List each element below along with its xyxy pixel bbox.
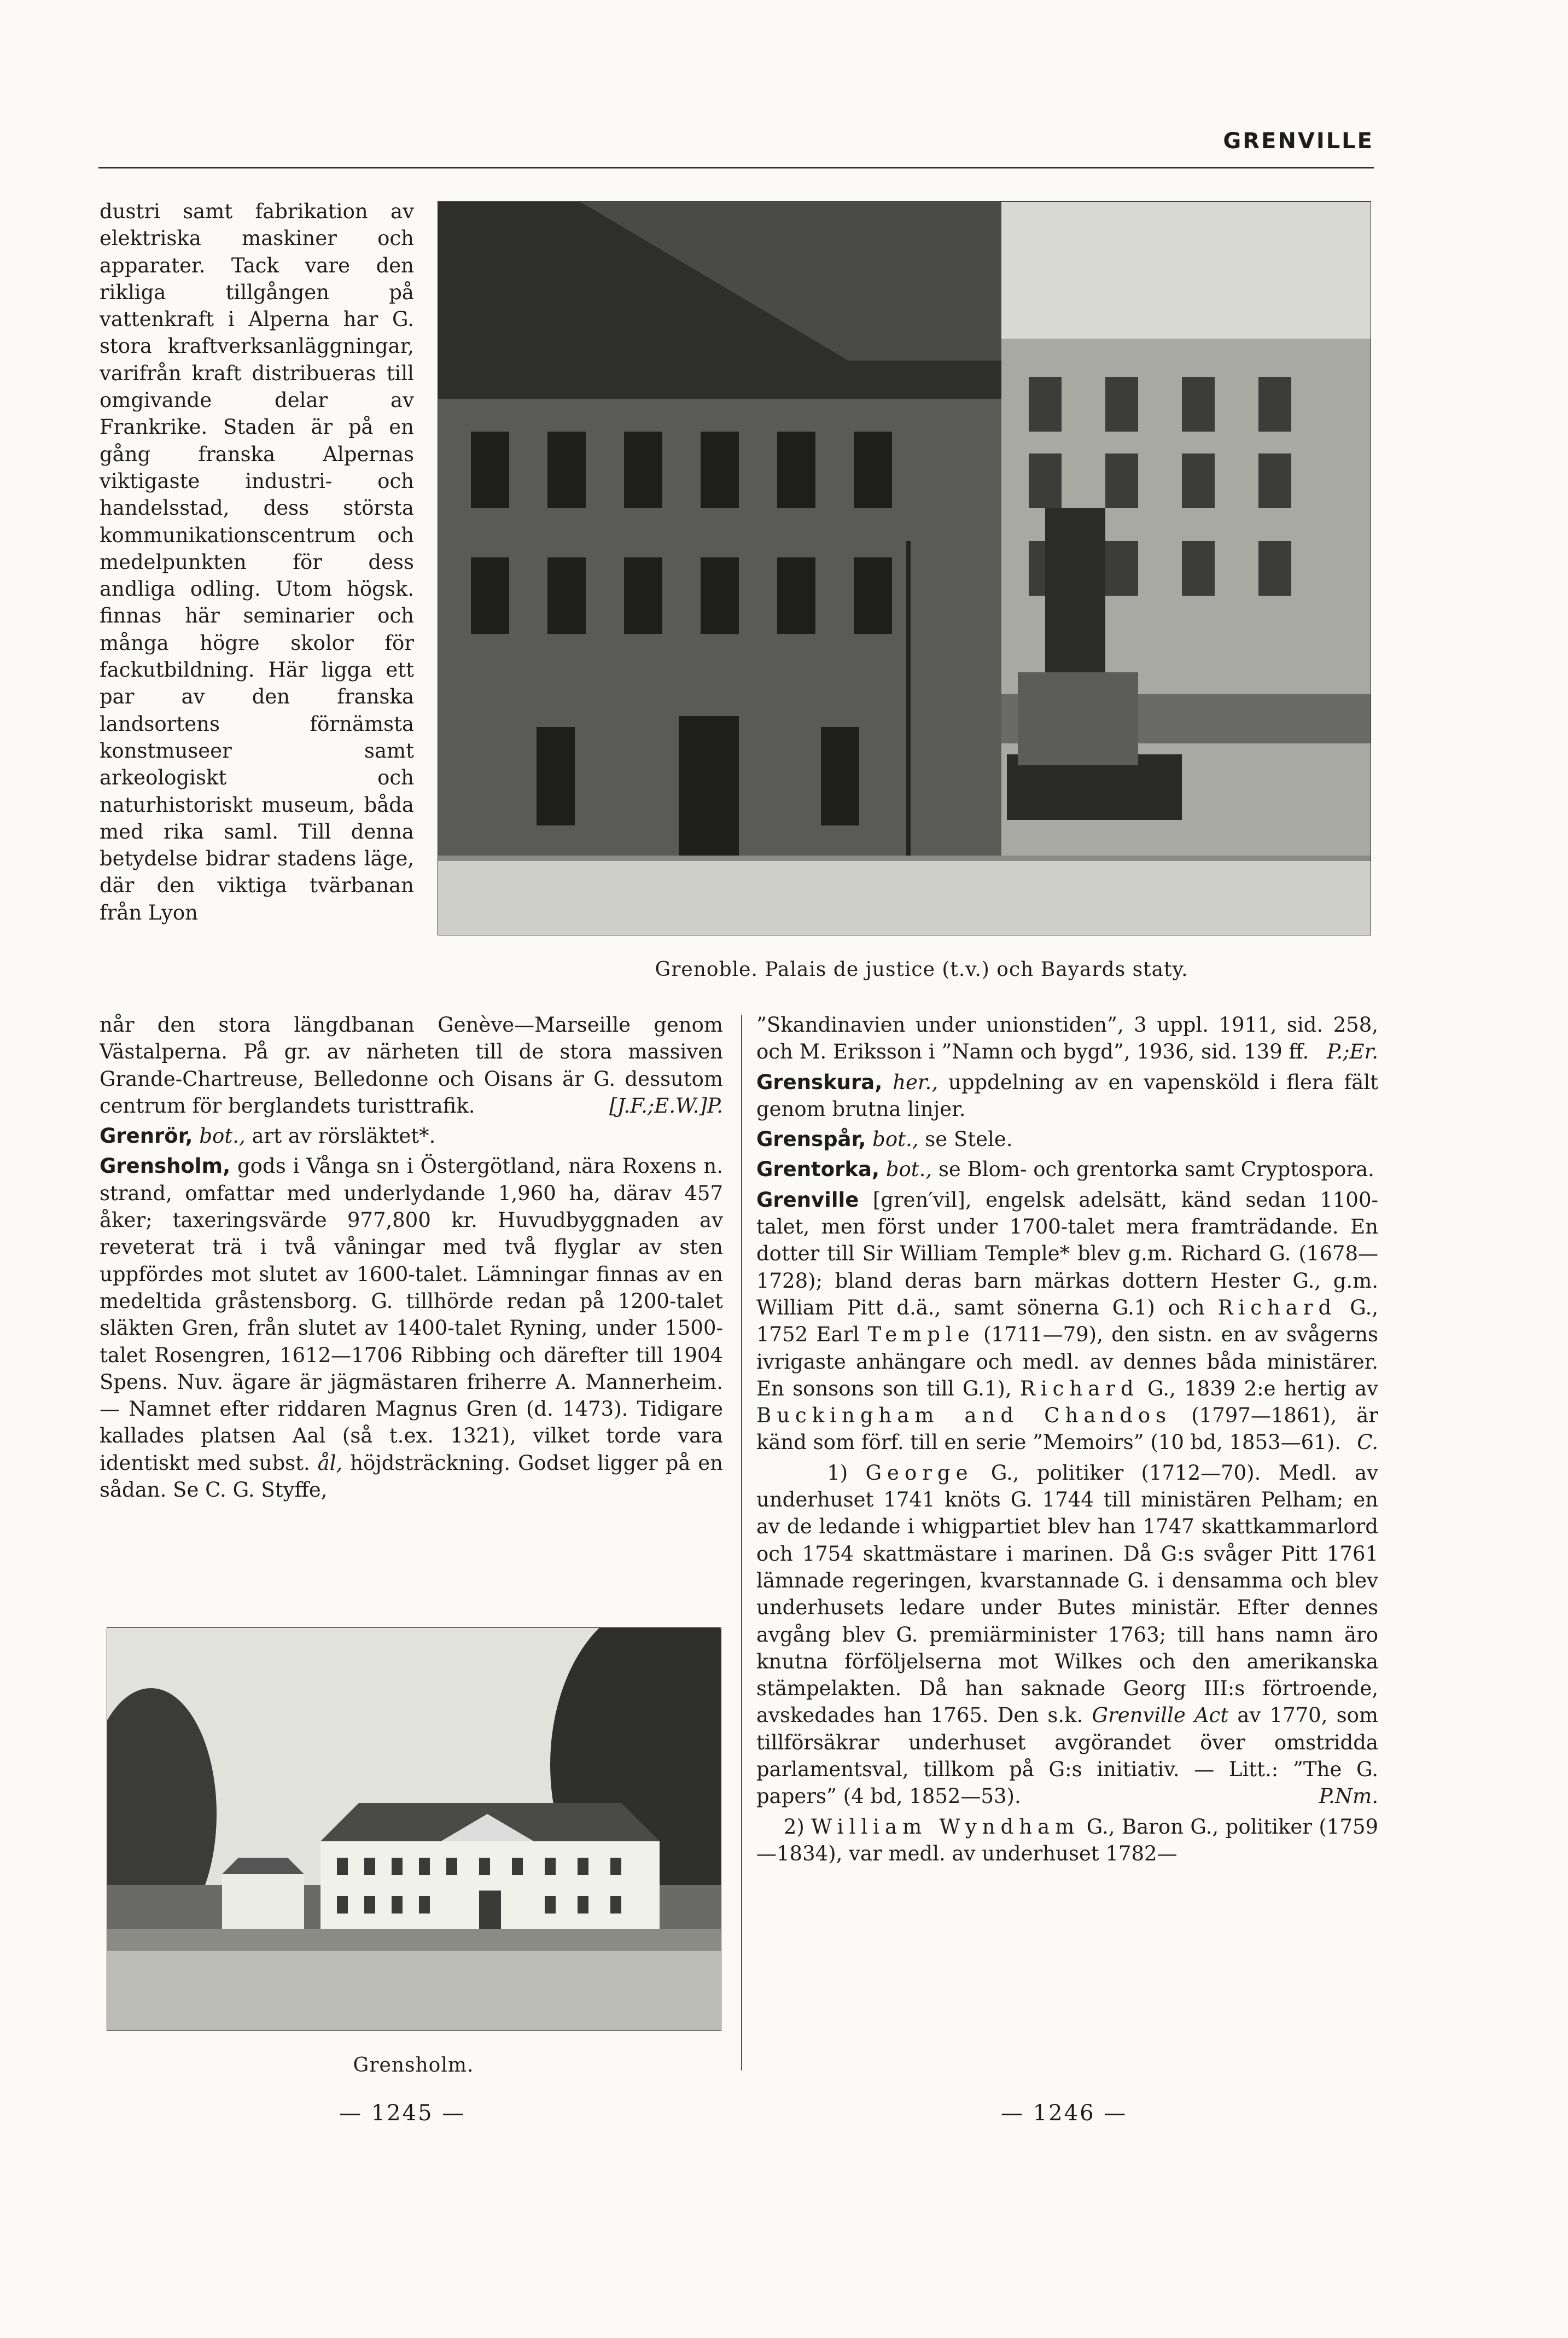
entry-grenspar: Grenspår, bot., se Stele.: [756, 1127, 1013, 1151]
running-header: [98, 129, 1374, 168]
page-number-left: — 1245 —: [339, 2101, 466, 2126]
left-column: [100, 1011, 723, 1503]
grensholm-text-cont: ”Skandinavien under unionstiden”, 3 uppl. 1911, sid. 258, och M. Eriksson i ”Namn och bygd”, 1936, sid. 139 ff. P.;Er.: [756, 1013, 1378, 1064]
page-number-right: — 1246 —: [1001, 2101, 1128, 2126]
grenoble-photo: [438, 201, 1371, 935]
left-column-top: [100, 198, 414, 926]
grensholm-image: [107, 1628, 721, 2030]
grenoble-caption: Grenoble. Palais de justice (t.v.) och Bayards staty.: [655, 958, 1188, 981]
entry-george-grenville: 1) George G., politiker (1712—70). Medl. av underhuset 1741 knöts G. 1744 till ministären Pelham; en av de ledande i whigpartiet blev han 1747 skattkammarlord och 1754 skattmästare i marinen. Då G:s svåger Pitt 1761 lämnade regeringen, kvarstannade G. i densamma och blev underhusets ledare under Butes ministär. Efter dennes avgång blev G. premiärminister 1763; till hans namn äro knutna förföljelserna mot Wilkes och den amerikanska stämpelakten. Då han saknade Georg III:s förtroende, avskedades han 1765. Den s.k. Grenville Act av 1770, som tillförsäkrar underhuset avgörandet över omstridda parlamentsval, tillkom på G:s initiativ. — Litt.: ”The G. papers” (4 bd, 1852—53). P.Nm.: [756, 1461, 1379, 1808]
entry-grensholm: Grensholm, gods i Vånga sn i Östergötland, nära Roxens n. strand, omfattar med underlydande 1,960 ha, därav 457 åker; taxeringsvärde 977,800 kr. Huvudbyggnaden av reveterat trä i två våningar med två flyglar av sten uppfördes mot slutet av 1600-talet. Lämningar finnas av en medeltida gråstensborg. G. tillhörde redan på 1200-talet släkten Gren, från slutet av 1400-talet Ryning, under 1500-talet Rosengren, 1612—1706 Ribbing och därefter till 1904 Spens. Nuv. ägare är jägmästaren friherre A. Mannerheim. — Namnet efter riddaren Magnus Gren (d. 1473). Tidigare kallades platsen Aal (så t.ex. 1321), vilket torde vara identiskt med subst. ål, höjdsträckning. Godset ligger på en sådan. Se C. G. Styffe,: [100, 1154, 723, 1502]
entry-william-grenville: 2) William Wyndham G., Baron G., politiker (1759—1834), var medl. av underhuset 1782—: [756, 1814, 1379, 1865]
grensholm-caption: Grensholm.: [353, 2054, 474, 2077]
entry-grenville: Grenville [gren′vil], engelsk adelsätt, känd sedan 1100-talet, men först under 1700-talet mera framträdande. En dotter till Sir William Temple* blev g.m. Richard G. (1678—1728); bland deras barn märkas dottern Hester G., g.m. William Pitt d.ä., samt sönerna G.1) och Richard G., 1752 Earl Temple (1711—79), den sistn. en av svågerns ivrigaste anhängare och medl. av dennes båda ministärer. En sonsons son till G.1), Richard G., 1839 2:e hertig av Buckingham and Chandos (1797—1861), är känd som förf. till en serie ”Memoirs” (10 bd, 1853—61). C.: [756, 1188, 1378, 1455]
grenoble-text: dustri samt fabrikation av elektriska maskiner och apparater. Tack vare den rikliga tillgången på vattenkraft i Alperna har G. stora kraftverksanläggningar, varifrån kraft distribueras till omgivande delar av Frankrike. Staden är på en gång franska Alpernas viktigaste industri- och handelsstad, dess största kommunikationscentrum och medelpunkten för dess andliga odling. Utom högsk. finnas här seminarier och många högre skolor för fackutbildning. Här ligga ett par av den franska landsortens förnämsta konstmuseer samt arkeologiskt och naturhistoriskt museum, båda med rika saml. Till denna betydelse bidrar stadens läge, där den viktiga tvärbanan från Lyon: [100, 200, 414, 924]
right-column: [756, 1011, 1378, 1867]
entry-grenror: Grenrör, bot., art av rörsläktet*.: [100, 1124, 436, 1148]
page-title: GRENVILLE: [1223, 129, 1374, 154]
entry-grentorka: Grentorka, bot., se Blom- och grentorka samt Cryptospora.: [756, 1158, 1374, 1182]
column-rule: [741, 1015, 742, 2071]
grensholm-photo: [107, 1627, 721, 2031]
entry-grenskura: Grenskura, her., uppdelning av en vapensköld i flera fält genom brutna linjer.: [756, 1070, 1379, 1121]
grenoble-image: [438, 202, 1371, 935]
grenoble-text-cont: når den stora längdbanan Genève—Marseille genom Västalperna. På gr. av närheten till de stora massiven Grande-Chartreuse, Belledonne och Oisans är G. dessutom centrum för berglandets turisttrafik. [J.F.;E.W.]P.: [100, 1013, 723, 1118]
